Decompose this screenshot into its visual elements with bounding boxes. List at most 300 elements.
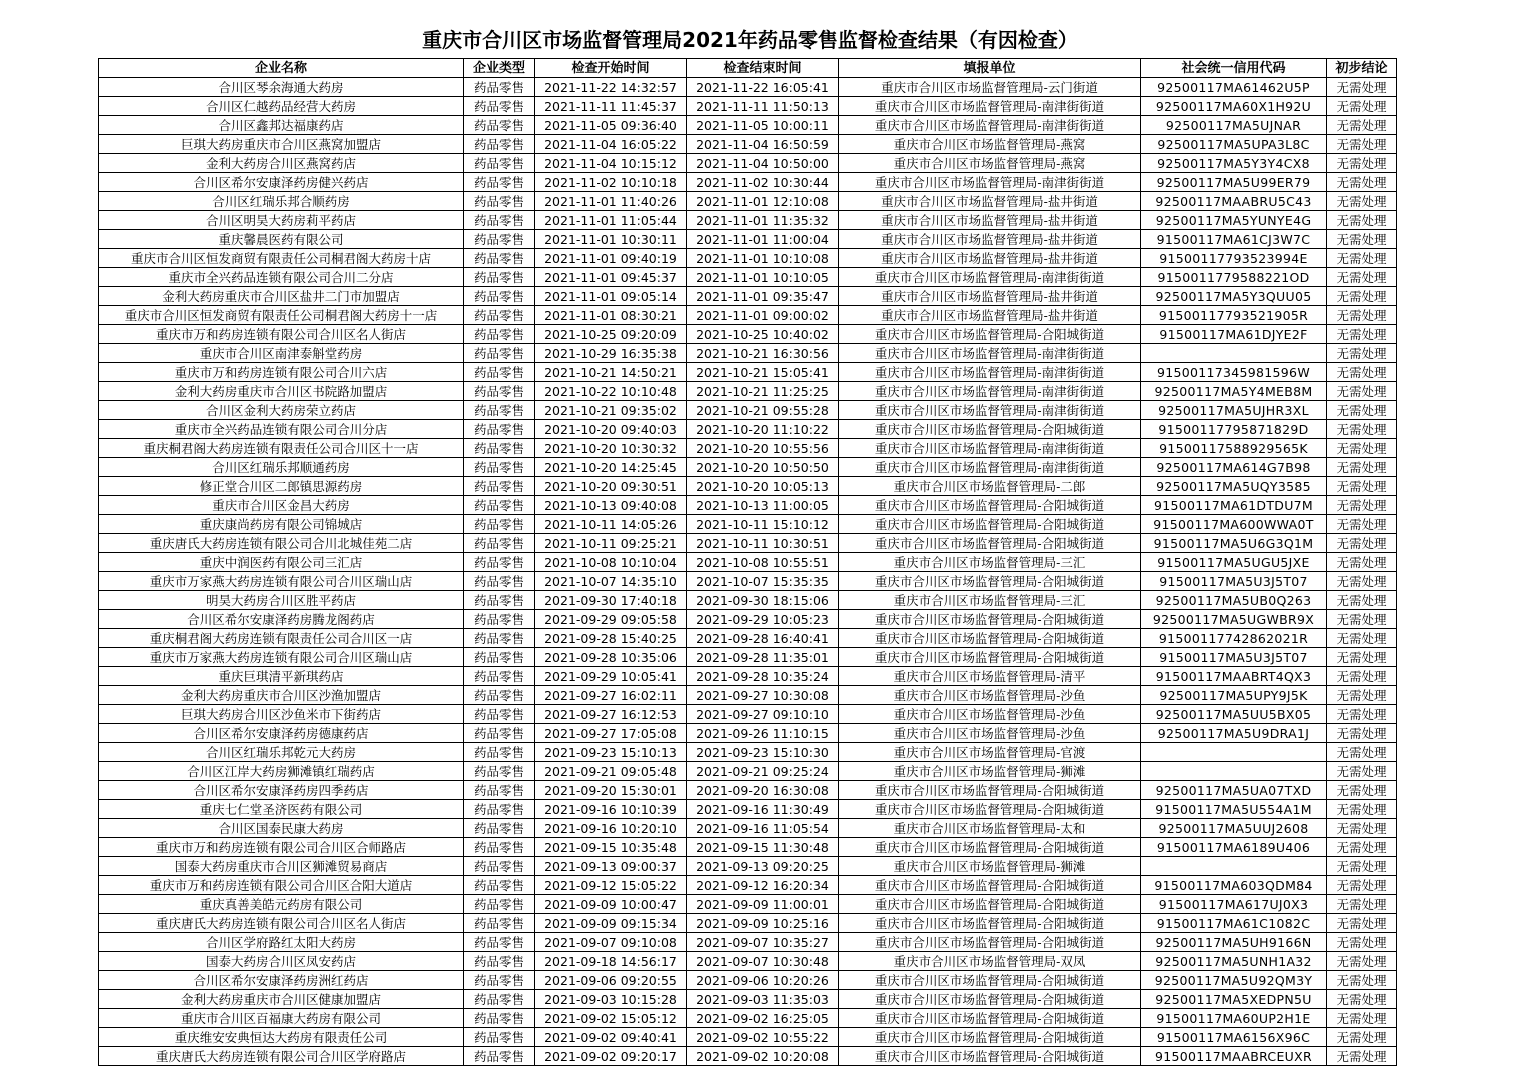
credit-code-cell: 91500117MA600WWA0T <box>1141 515 1327 534</box>
start-time-cell: 2021-10-25 09:20:09 <box>535 325 687 344</box>
end-time-cell: 2021-10-08 10:55:51 <box>687 553 839 572</box>
company-name-cell: 重庆市万和药房连锁有限公司合川区合阳大道店 <box>99 876 464 895</box>
table-row <box>99 135 1397 154</box>
header-company-name: 企业名称 <box>99 59 464 78</box>
table-row <box>99 572 1397 591</box>
credit-code-cell: 91500117MAABRCEUXR <box>1141 1047 1327 1066</box>
company-name-cell: 合川区希尔安康泽药房四季药店 <box>99 781 464 800</box>
company-name-cell: 合川区希尔安康泽药房洲红药店 <box>99 971 464 990</box>
conclusion-cell: 无需处理 <box>1327 135 1397 154</box>
company-name-cell: 重庆市万和药房连锁有限公司合川六店 <box>99 363 464 382</box>
start-time-cell: 2021-10-21 09:35:02 <box>535 401 687 420</box>
end-time-cell: 2021-09-20 16:30:08 <box>687 781 839 800</box>
company-name-cell: 重庆市合川区恒发商贸有限责任公司桐君阁大药房十一店 <box>99 306 464 325</box>
company-type-cell: 药品零售 <box>464 420 535 439</box>
reporting-unit-cell: 重庆市合川区市场监督管理局-合阳城街道 <box>839 629 1141 648</box>
conclusion-cell: 无需处理 <box>1327 914 1397 933</box>
end-time-cell: 2021-11-01 11:35:32 <box>687 211 839 230</box>
conclusion-cell: 无需处理 <box>1327 420 1397 439</box>
company-type-cell: 药品零售 <box>464 287 535 306</box>
credit-code-cell: 91500117MA5U554A1M <box>1141 800 1327 819</box>
table-row <box>99 1047 1397 1066</box>
company-name-cell: 合川区红瑞乐邦乾元大药房 <box>99 743 464 762</box>
reporting-unit-cell: 重庆市合川区市场监督管理局-南津街街道 <box>839 344 1141 363</box>
end-time-cell: 2021-10-20 11:10:22 <box>687 420 839 439</box>
reporting-unit-cell: 重庆市合川区市场监督管理局-合阳城街道 <box>839 990 1141 1009</box>
reporting-unit-cell: 重庆市合川区市场监督管理局-合阳城街道 <box>839 876 1141 895</box>
company-type-cell: 药品零售 <box>464 534 535 553</box>
end-time-cell: 2021-09-07 10:35:27 <box>687 933 839 952</box>
company-type-cell: 药品零售 <box>464 515 535 534</box>
company-name-cell: 重庆市万和药房连锁有限公司合川区名人街店 <box>99 325 464 344</box>
start-time-cell: 2021-11-01 10:30:11 <box>535 230 687 249</box>
company-type-cell: 药品零售 <box>464 857 535 876</box>
table-row <box>99 914 1397 933</box>
table-row <box>99 230 1397 249</box>
credit-code-cell: 91500117MAABRT4QX3 <box>1141 667 1327 686</box>
start-time-cell: 2021-09-09 10:00:47 <box>535 895 687 914</box>
credit-code-cell: 92500117MA614G7B98 <box>1141 458 1327 477</box>
table-row <box>99 420 1397 439</box>
credit-code-cell <box>1141 762 1327 781</box>
conclusion-cell: 无需处理 <box>1327 325 1397 344</box>
company-name-cell: 明昊大药房合川区胜平药店 <box>99 591 464 610</box>
end-time-cell: 2021-10-11 10:30:51 <box>687 534 839 553</box>
table-row <box>99 458 1397 477</box>
company-type-cell: 药品零售 <box>464 838 535 857</box>
credit-code-cell: 92500117MA5UQY3585 <box>1141 477 1327 496</box>
company-type-cell: 药品零售 <box>464 211 535 230</box>
table-row <box>99 667 1397 686</box>
company-type-cell: 药品零售 <box>464 724 535 743</box>
table-row <box>99 249 1397 268</box>
table-row <box>99 287 1397 306</box>
start-time-cell: 2021-11-01 09:45:37 <box>535 268 687 287</box>
start-time-cell: 2021-09-28 15:40:25 <box>535 629 687 648</box>
end-time-cell: 2021-10-20 10:05:13 <box>687 477 839 496</box>
table-row <box>99 1009 1397 1028</box>
credit-code-cell: 91500117588929565K <box>1141 439 1327 458</box>
credit-code-cell: 91500117795871829D <box>1141 420 1327 439</box>
start-time-cell: 2021-09-29 09:05:58 <box>535 610 687 629</box>
conclusion-cell: 无需处理 <box>1327 553 1397 572</box>
company-type-cell: 药品零售 <box>464 1028 535 1047</box>
company-name-cell: 合川区江岸大药房狮滩镇红瑞药店 <box>99 762 464 781</box>
table-row <box>99 743 1397 762</box>
start-time-cell: 2021-09-27 16:02:11 <box>535 686 687 705</box>
table-row <box>99 933 1397 952</box>
company-name-cell: 重庆市万家燕大药房连锁有限公司合川区瑞山店 <box>99 572 464 591</box>
start-time-cell: 2021-10-22 10:10:48 <box>535 382 687 401</box>
start-time-cell: 2021-11-01 09:40:19 <box>535 249 687 268</box>
credit-code-cell: 91500117MA61CJ3W7C <box>1141 230 1327 249</box>
start-time-cell: 2021-09-09 09:15:34 <box>535 914 687 933</box>
credit-code-cell <box>1141 857 1327 876</box>
credit-code-cell: 92500117MA5XEDPN5U <box>1141 990 1327 1009</box>
credit-code-cell: 92500117MA5UB0Q263 <box>1141 591 1327 610</box>
conclusion-cell: 无需处理 <box>1327 401 1397 420</box>
reporting-unit-cell: 重庆市合川区市场监督管理局-合阳城街道 <box>839 420 1141 439</box>
reporting-unit-cell: 重庆市合川区市场监督管理局-清平 <box>839 667 1141 686</box>
table-row <box>99 1028 1397 1047</box>
company-type-cell: 药品零售 <box>464 363 535 382</box>
company-name-cell: 重庆桐君阁大药房连锁有限责任公司合川区十一店 <box>99 439 464 458</box>
end-time-cell: 2021-09-07 10:30:48 <box>687 952 839 971</box>
company-type-cell: 药品零售 <box>464 914 535 933</box>
reporting-unit-cell: 重庆市合川区市场监督管理局-南津街街道 <box>839 382 1141 401</box>
start-time-cell: 2021-09-18 14:56:17 <box>535 952 687 971</box>
reporting-unit-cell: 重庆市合川区市场监督管理局-三汇 <box>839 553 1141 572</box>
company-type-cell: 药品零售 <box>464 1047 535 1066</box>
reporting-unit-cell: 重庆市合川区市场监督管理局-合阳城街道 <box>839 1047 1141 1066</box>
start-time-cell: 2021-10-20 09:40:03 <box>535 420 687 439</box>
conclusion-cell: 无需处理 <box>1327 591 1397 610</box>
end-time-cell: 2021-09-28 11:35:01 <box>687 648 839 667</box>
table-row <box>99 268 1397 287</box>
table-row <box>99 800 1397 819</box>
end-time-cell: 2021-11-22 16:05:41 <box>687 78 839 97</box>
company-name-cell: 修正堂合川区二郎镇思源药房 <box>99 477 464 496</box>
company-name-cell: 重庆市全兴药品连锁有限公司合川二分店 <box>99 268 464 287</box>
conclusion-cell: 无需处理 <box>1327 211 1397 230</box>
table-row <box>99 876 1397 895</box>
credit-code-cell: 92500117MA5UJHR3XL <box>1141 401 1327 420</box>
start-time-cell: 2021-11-01 09:05:14 <box>535 287 687 306</box>
end-time-cell: 2021-09-26 11:10:15 <box>687 724 839 743</box>
reporting-unit-cell: 重庆市合川区市场监督管理局-合阳城街道 <box>839 914 1141 933</box>
company-type-cell: 药品零售 <box>464 97 535 116</box>
conclusion-cell: 无需处理 <box>1327 781 1397 800</box>
start-time-cell: 2021-10-11 14:05:26 <box>535 515 687 534</box>
conclusion-cell: 无需处理 <box>1327 895 1397 914</box>
credit-code-cell: 92500117MA5UUJ2608 <box>1141 819 1327 838</box>
table-row <box>99 553 1397 572</box>
reporting-unit-cell: 重庆市合川区市场监督管理局-南津街街道 <box>839 401 1141 420</box>
company-name-cell: 重庆中润医药有限公司三汇店 <box>99 553 464 572</box>
conclusion-cell: 无需处理 <box>1327 610 1397 629</box>
table-row <box>99 344 1397 363</box>
company-name-cell: 合川区鑫邦达福康药店 <box>99 116 464 135</box>
end-time-cell: 2021-09-30 18:15:06 <box>687 591 839 610</box>
company-name-cell: 重庆康尚药房有限公司锦城店 <box>99 515 464 534</box>
reporting-unit-cell: 重庆市合川区市场监督管理局-合阳城街道 <box>839 572 1141 591</box>
credit-code-cell: 9150011779588221OD <box>1141 268 1327 287</box>
credit-code-cell: 92500117MA5UA07TXD <box>1141 781 1327 800</box>
table-row <box>99 496 1397 515</box>
reporting-unit-cell: 重庆市合川区市场监督管理局-沙鱼 <box>839 686 1141 705</box>
end-time-cell: 2021-11-01 09:00:02 <box>687 306 839 325</box>
credit-code-cell: 92500117MA5UPY9J5K <box>1141 686 1327 705</box>
end-time-cell: 2021-09-09 10:25:16 <box>687 914 839 933</box>
company-name-cell: 合川区国泰民康大药房 <box>99 819 464 838</box>
reporting-unit-cell: 重庆市合川区市场监督管理局-南津街街道 <box>839 173 1141 192</box>
end-time-cell: 2021-09-03 11:35:03 <box>687 990 839 1009</box>
company-type-cell: 药品零售 <box>464 762 535 781</box>
table-row <box>99 971 1397 990</box>
table-row <box>99 363 1397 382</box>
credit-code-cell: 92500117MA5UPA3L8C <box>1141 135 1327 154</box>
reporting-unit-cell: 重庆市合川区市场监督管理局-合阳城街道 <box>839 325 1141 344</box>
end-time-cell: 2021-10-07 15:35:35 <box>687 572 839 591</box>
end-time-cell: 2021-11-01 10:10:08 <box>687 249 839 268</box>
end-time-cell: 2021-09-16 11:05:54 <box>687 819 839 838</box>
company-name-cell: 重庆唐氏大药房连锁有限公司合川区学府路店 <box>99 1047 464 1066</box>
company-type-cell: 药品零售 <box>464 306 535 325</box>
company-name-cell: 重庆维安安典恒达大药房有限责任公司 <box>99 1028 464 1047</box>
company-name-cell: 合川区希尔安康泽药房健兴药店 <box>99 173 464 192</box>
credit-code-cell: 92500117MA5UH9166N <box>1141 933 1327 952</box>
credit-code-cell: 91500117MA60UP2H1E <box>1141 1009 1327 1028</box>
table-row <box>99 154 1397 173</box>
conclusion-cell: 无需处理 <box>1327 97 1397 116</box>
start-time-cell: 2021-10-21 14:50:21 <box>535 363 687 382</box>
table-row <box>99 819 1397 838</box>
conclusion-cell: 无需处理 <box>1327 306 1397 325</box>
start-time-cell: 2021-09-20 15:30:01 <box>535 781 687 800</box>
company-type-cell: 药品零售 <box>464 325 535 344</box>
end-time-cell: 2021-09-27 10:30:08 <box>687 686 839 705</box>
conclusion-cell: 无需处理 <box>1327 268 1397 287</box>
company-type-cell: 药品零售 <box>464 249 535 268</box>
credit-code-cell: 92500117MA5UJNAR <box>1141 116 1327 135</box>
company-type-cell: 药品零售 <box>464 344 535 363</box>
conclusion-cell: 无需处理 <box>1327 344 1397 363</box>
page-title: 重庆市合川区市场监督管理局2021年药品零售监督检查结果（有因检查） <box>422 28 1078 52</box>
header-start-time: 检查开始时间 <box>535 59 687 78</box>
header-company-type: 企业类型 <box>464 59 535 78</box>
start-time-cell: 2021-09-03 10:15:28 <box>535 990 687 1009</box>
credit-code-cell: 91500117MA61C1082C <box>1141 914 1327 933</box>
company-type-cell: 药品零售 <box>464 591 535 610</box>
company-name-cell: 合川区明昊大药房莉平药店 <box>99 211 464 230</box>
credit-code-cell: 91500117MA61DJYE2F <box>1141 325 1327 344</box>
end-time-cell: 2021-10-25 10:40:02 <box>687 325 839 344</box>
conclusion-cell: 无需处理 <box>1327 249 1397 268</box>
conclusion-cell: 无需处理 <box>1327 743 1397 762</box>
table-row <box>99 477 1397 496</box>
company-name-cell: 合川区红瑞乐邦顺通药房 <box>99 458 464 477</box>
start-time-cell: 2021-09-29 10:05:41 <box>535 667 687 686</box>
start-time-cell: 2021-10-07 14:35:10 <box>535 572 687 591</box>
company-type-cell: 药品零售 <box>464 1009 535 1028</box>
company-type-cell: 药品零售 <box>464 705 535 724</box>
end-time-cell: 2021-11-01 12:10:08 <box>687 192 839 211</box>
reporting-unit-cell: 重庆市合川区市场监督管理局-沙鱼 <box>839 724 1141 743</box>
table-row <box>99 686 1397 705</box>
start-time-cell: 2021-09-30 17:40:18 <box>535 591 687 610</box>
credit-code-cell <box>1141 344 1327 363</box>
reporting-unit-cell: 重庆市合川区市场监督管理局-合阳城街道 <box>839 496 1141 515</box>
company-type-cell: 药品零售 <box>464 572 535 591</box>
end-time-cell: 2021-09-13 09:20:25 <box>687 857 839 876</box>
company-name-cell: 重庆市万家燕大药房连锁有限公司合川区瑞山店 <box>99 648 464 667</box>
reporting-unit-cell: 重庆市合川区市场监督管理局-沙鱼 <box>839 705 1141 724</box>
credit-code-cell: 91500117MA5U6G3Q1M <box>1141 534 1327 553</box>
end-time-cell: 2021-11-01 11:00:04 <box>687 230 839 249</box>
header-conclusion: 初步结论 <box>1327 59 1397 78</box>
reporting-unit-cell: 重庆市合川区市场监督管理局-盐井街道 <box>839 249 1141 268</box>
start-time-cell: 2021-10-11 09:25:21 <box>535 534 687 553</box>
reporting-unit-cell: 重庆市合川区市场监督管理局-狮滩 <box>839 857 1141 876</box>
reporting-unit-cell: 重庆市合川区市场监督管理局-盐井街道 <box>839 306 1141 325</box>
company-name-cell: 合川区希尔安康泽药房德康药店 <box>99 724 464 743</box>
start-time-cell: 2021-09-12 15:05:22 <box>535 876 687 895</box>
conclusion-cell: 无需处理 <box>1327 363 1397 382</box>
table-row <box>99 439 1397 458</box>
company-name-cell: 重庆唐氏大药房连锁有限公司合川区名人街店 <box>99 914 464 933</box>
table-row <box>99 610 1397 629</box>
end-time-cell: 2021-10-21 09:55:28 <box>687 401 839 420</box>
header-end-time: 检查结束时间 <box>687 59 839 78</box>
company-type-cell: 药品零售 <box>464 78 535 97</box>
conclusion-cell: 无需处理 <box>1327 876 1397 895</box>
credit-code-cell: 92500117MA61462U5P <box>1141 78 1327 97</box>
credit-code-cell: 91500117MA5U3J5T07 <box>1141 572 1327 591</box>
end-time-cell: 2021-09-15 11:30:48 <box>687 838 839 857</box>
start-time-cell: 2021-10-20 10:30:32 <box>535 439 687 458</box>
conclusion-cell: 无需处理 <box>1327 686 1397 705</box>
credit-code-cell: 91500117742862021R <box>1141 629 1327 648</box>
reporting-unit-cell: 重庆市合川区市场监督管理局-官渡 <box>839 743 1141 762</box>
start-time-cell: 2021-09-21 09:05:48 <box>535 762 687 781</box>
credit-code-cell: 92500117MAABRU5C43 <box>1141 192 1327 211</box>
credit-code-cell: 91500117MA6189U406 <box>1141 838 1327 857</box>
company-type-cell: 药品零售 <box>464 952 535 971</box>
company-type-cell: 药品零售 <box>464 382 535 401</box>
company-type-cell: 药品零售 <box>464 477 535 496</box>
end-time-cell: 2021-09-28 16:40:41 <box>687 629 839 648</box>
credit-code-cell: 92500117MA5UNH1A32 <box>1141 952 1327 971</box>
company-name-cell: 巨琪大药房合川区沙鱼米市下街药店 <box>99 705 464 724</box>
table-row <box>99 724 1397 743</box>
company-type-cell: 药品零售 <box>464 648 535 667</box>
reporting-unit-cell: 重庆市合川区市场监督管理局-合阳城街道 <box>839 895 1141 914</box>
table-row <box>99 629 1397 648</box>
start-time-cell: 2021-09-02 09:20:17 <box>535 1047 687 1066</box>
reporting-unit-cell: 重庆市合川区市场监督管理局-盐井街道 <box>839 211 1141 230</box>
company-type-cell: 药品零售 <box>464 401 535 420</box>
conclusion-cell: 无需处理 <box>1327 78 1397 97</box>
conclusion-cell: 无需处理 <box>1327 971 1397 990</box>
start-time-cell: 2021-09-16 10:20:10 <box>535 819 687 838</box>
conclusion-cell: 无需处理 <box>1327 933 1397 952</box>
start-time-cell: 2021-11-01 08:30:21 <box>535 306 687 325</box>
conclusion-cell: 无需处理 <box>1327 439 1397 458</box>
company-type-cell: 药品零售 <box>464 990 535 1009</box>
table-row <box>99 762 1397 781</box>
end-time-cell: 2021-09-23 15:10:30 <box>687 743 839 762</box>
reporting-unit-cell: 重庆市合川区市场监督管理局-盐井街道 <box>839 192 1141 211</box>
start-time-cell: 2021-09-07 09:10:08 <box>535 933 687 952</box>
table-row <box>99 952 1397 971</box>
company-type-cell: 药品零售 <box>464 496 535 515</box>
end-time-cell: 2021-09-06 10:20:26 <box>687 971 839 990</box>
start-time-cell: 2021-10-08 10:10:04 <box>535 553 687 572</box>
company-type-cell: 药品零售 <box>464 933 535 952</box>
reporting-unit-cell: 重庆市合川区市场监督管理局-南津街街道 <box>839 363 1141 382</box>
table-row <box>99 990 1397 1009</box>
company-name-cell: 重庆市合川区南津泰斛堂药房 <box>99 344 464 363</box>
credit-code-cell: 92500117MA5U99ER79 <box>1141 173 1327 192</box>
end-time-cell: 2021-10-21 15:05:41 <box>687 363 839 382</box>
company-name-cell: 金利大药房重庆市合川区健康加盟店 <box>99 990 464 1009</box>
table-row <box>99 382 1397 401</box>
company-name-cell: 金利大药房重庆市合川区书院路加盟店 <box>99 382 464 401</box>
conclusion-cell: 无需处理 <box>1327 857 1397 876</box>
credit-code-cell: 91500117345981596W <box>1141 363 1327 382</box>
reporting-unit-cell: 重庆市合川区市场监督管理局-南津街街道 <box>839 97 1141 116</box>
credit-code-cell: 92500117MA5U92QM3Y <box>1141 971 1327 990</box>
company-name-cell: 重庆市全兴药品连锁有限公司合川分店 <box>99 420 464 439</box>
table-row <box>99 173 1397 192</box>
company-type-cell: 药品零售 <box>464 895 535 914</box>
credit-code-cell: 92500117MA60X1H92U <box>1141 97 1327 116</box>
reporting-unit-cell: 重庆市合川区市场监督管理局-双凤 <box>839 952 1141 971</box>
end-time-cell: 2021-09-12 16:20:34 <box>687 876 839 895</box>
start-time-cell: 2021-11-22 14:32:57 <box>535 78 687 97</box>
company-type-cell: 药品零售 <box>464 971 535 990</box>
table-row <box>99 705 1397 724</box>
start-time-cell: 2021-11-02 10:10:18 <box>535 173 687 192</box>
conclusion-cell: 无需处理 <box>1327 762 1397 781</box>
inspection-results-table <box>98 58 1397 1066</box>
reporting-unit-cell: 重庆市合川区市场监督管理局-南津街街道 <box>839 268 1141 287</box>
end-time-cell: 2021-09-02 10:55:22 <box>687 1028 839 1047</box>
start-time-cell: 2021-09-23 15:10:13 <box>535 743 687 762</box>
reporting-unit-cell: 重庆市合川区市场监督管理局-南津街街道 <box>839 458 1141 477</box>
start-time-cell: 2021-11-01 11:40:26 <box>535 192 687 211</box>
end-time-cell: 2021-09-02 10:20:08 <box>687 1047 839 1066</box>
credit-code-cell: 92500117MA5U9DRA1J <box>1141 724 1327 743</box>
end-time-cell: 2021-10-20 10:50:50 <box>687 458 839 477</box>
reporting-unit-cell: 重庆市合川区市场监督管理局-合阳城街道 <box>839 933 1141 952</box>
company-type-cell: 药品零售 <box>464 154 535 173</box>
conclusion-cell: 无需处理 <box>1327 572 1397 591</box>
company-type-cell: 药品零售 <box>464 135 535 154</box>
reporting-unit-cell: 重庆市合川区市场监督管理局-燕窝 <box>839 135 1141 154</box>
reporting-unit-cell: 重庆市合川区市场监督管理局-合阳城街道 <box>839 838 1141 857</box>
table-row <box>99 857 1397 876</box>
conclusion-cell: 无需处理 <box>1327 648 1397 667</box>
company-name-cell: 合川区学府路红太阳大药房 <box>99 933 464 952</box>
end-time-cell: 2021-10-20 10:55:56 <box>687 439 839 458</box>
end-time-cell: 2021-11-05 10:00:11 <box>687 116 839 135</box>
table-row <box>99 97 1397 116</box>
start-time-cell: 2021-09-27 17:05:08 <box>535 724 687 743</box>
end-time-cell: 2021-09-27 09:10:10 <box>687 705 839 724</box>
company-name-cell: 重庆七仁堂圣济医药有限公司 <box>99 800 464 819</box>
conclusion-cell: 无需处理 <box>1327 667 1397 686</box>
credit-code-cell: 92500117MA5Y4MEB8M <box>1141 382 1327 401</box>
conclusion-cell: 无需处理 <box>1327 477 1397 496</box>
end-time-cell: 2021-10-21 11:25:25 <box>687 382 839 401</box>
start-time-cell: 2021-11-01 11:05:44 <box>535 211 687 230</box>
company-type-cell: 药品零售 <box>464 610 535 629</box>
company-type-cell: 药品零售 <box>464 800 535 819</box>
conclusion-cell: 无需处理 <box>1327 724 1397 743</box>
credit-code-cell <box>1141 743 1327 762</box>
reporting-unit-cell: 重庆市合川区市场监督管理局-合阳城街道 <box>839 1009 1141 1028</box>
end-time-cell: 2021-11-01 10:10:05 <box>687 268 839 287</box>
start-time-cell: 2021-09-16 10:10:39 <box>535 800 687 819</box>
table-header-row <box>99 59 1397 78</box>
company-name-cell: 合川区金利大药房荣立药店 <box>99 401 464 420</box>
credit-code-cell: 92500117MA5YUNYE4G <box>1141 211 1327 230</box>
start-time-cell: 2021-11-04 16:05:22 <box>535 135 687 154</box>
start-time-cell: 2021-10-20 09:30:51 <box>535 477 687 496</box>
reporting-unit-cell: 重庆市合川区市场监督管理局-南津街街道 <box>839 439 1141 458</box>
credit-code-cell: 91500117MA617UJ0X3 <box>1141 895 1327 914</box>
